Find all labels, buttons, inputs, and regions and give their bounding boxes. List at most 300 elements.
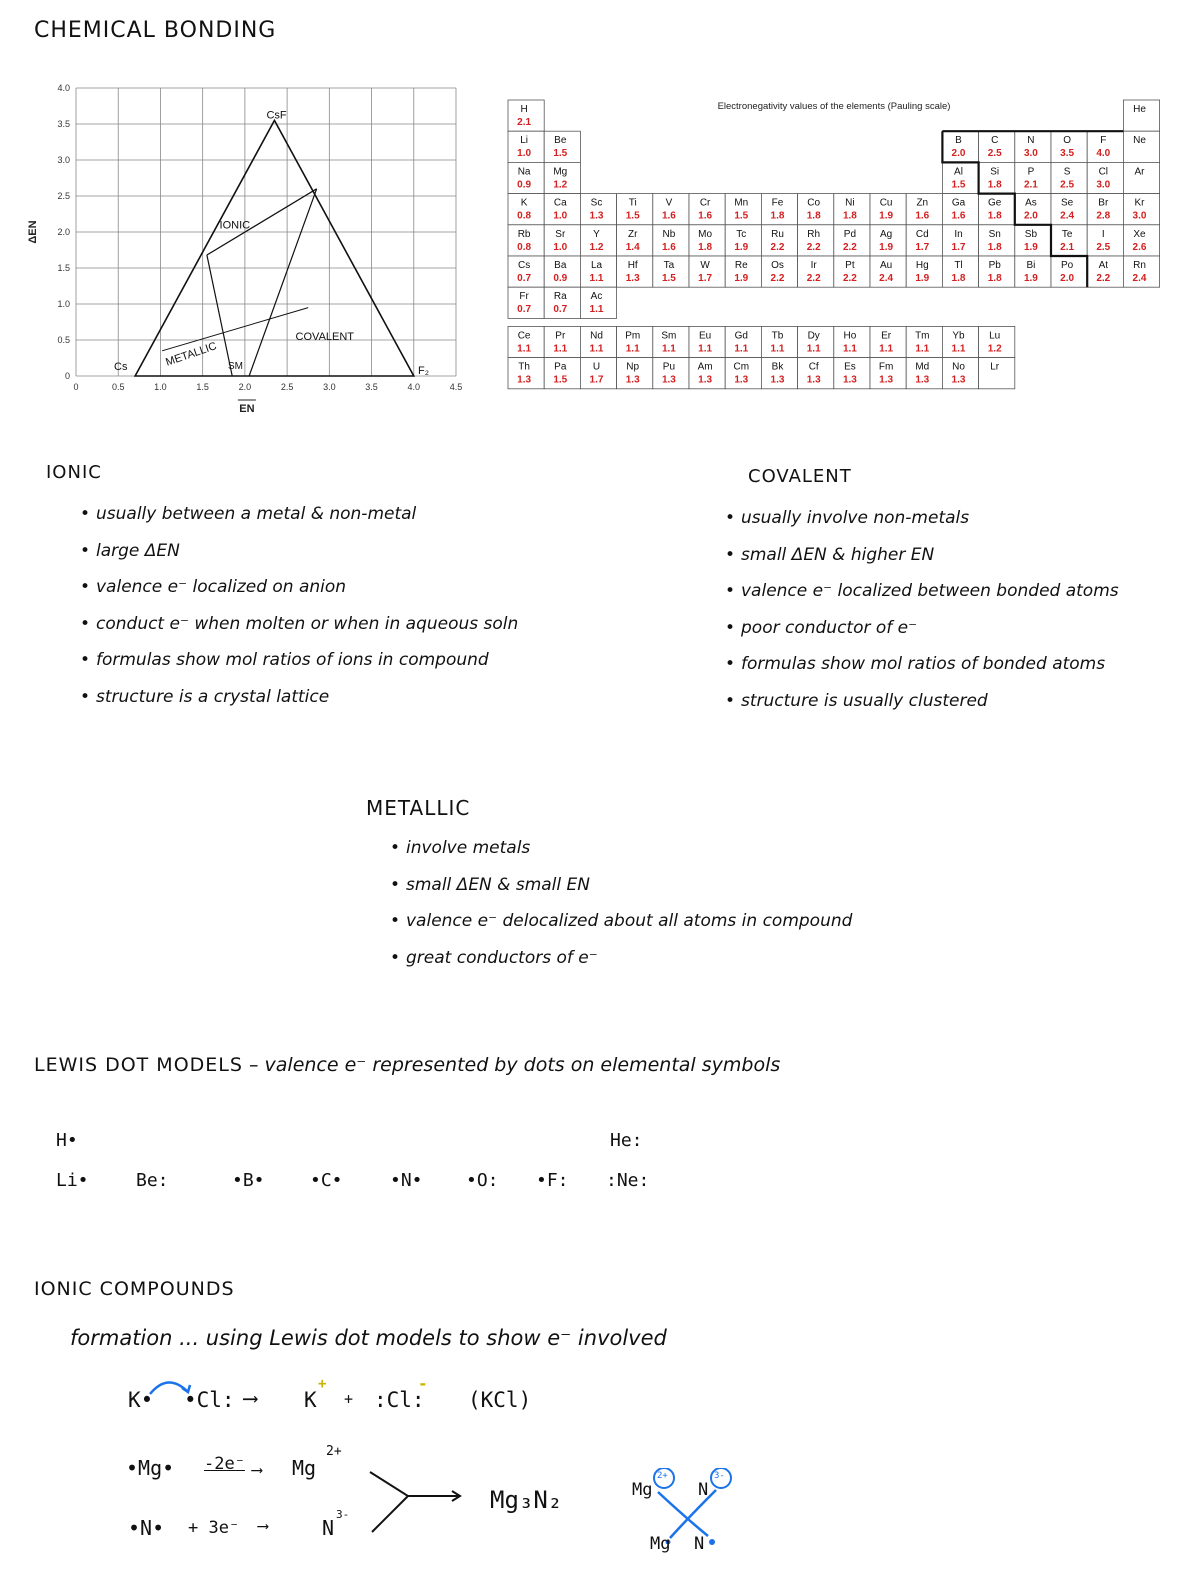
element-fr-symbol: Fr [519,291,529,303]
covalent-point-4: • poor conductor of e⁻ [725,610,1165,647]
element-ba-symbol: Ba [554,260,567,271]
element-ag-symbol: Ag [879,228,893,240]
element-nb-value: 1.6 [661,241,676,253]
element-cu-value: 1.9 [879,210,894,222]
element-sb-value: 1.9 [1023,241,1038,253]
element-si-value: 1.8 [987,179,1002,191]
element-cr-value: 1.6 [698,210,713,222]
element-na-symbol: Na [517,166,531,178]
diagram-n: N [698,1480,709,1500]
mg-n-diagram [626,1468,746,1568]
x-tick-label: 2.5 [280,382,294,392]
kcl-cl: •Cl: [184,1388,235,1412]
metallic-points [390,830,910,976]
page-title: CHEMICAL BONDING [34,18,277,43]
diagram-n2: N [694,1534,705,1554]
element-xe-symbol: Xe [1133,228,1146,240]
element-k-value: 0.8 [517,210,532,222]
element-cd-value: 1.7 [915,241,930,253]
element-ga-value: 1.6 [951,210,966,222]
element-am-symbol: Am [697,361,713,373]
element-ga-symbol: Ga [951,197,966,209]
element-at-value: 2.2 [1096,273,1111,284]
y-tick-label: 1.5 [57,263,70,273]
x-tick-label: 3.0 [323,382,336,392]
element-po-symbol: Po [1060,260,1074,271]
element-br-value: 2.8 [1096,210,1111,222]
lewis-header [34,1054,780,1076]
element-lr-symbol: Lr [990,361,1000,373]
covalent-points [725,500,1165,719]
element-th-symbol: Th [518,361,530,373]
element-sc-value: 1.3 [589,210,604,222]
element-rb-value: 0.8 [517,241,532,253]
element-w-value: 1.7 [698,273,713,284]
element-i-symbol: I [1101,228,1105,240]
element-zn-symbol: Zn [916,197,929,209]
element-ac-value: 1.1 [589,304,604,316]
metallic-point-1: • involve metals [390,830,910,867]
element-fe-value: 1.8 [770,210,785,222]
element-ta-symbol: Ta [663,260,675,271]
element-xe-value: 2.6 [1132,241,1147,253]
lewis-f: •F: [536,1170,569,1191]
element-no-value: 1.3 [951,374,966,386]
element-o-symbol: O [1063,135,1071,147]
element-tb-symbol: Tb [771,330,784,342]
lewis-heading: LEWIS DOT MODELS [34,1054,243,1076]
element-dy-value: 1.1 [806,343,821,355]
ionic-point-3: • valence e⁻ localized on anion [80,569,600,606]
element-hg-value: 1.9 [915,273,930,284]
mg-atom: •Mg• [126,1456,175,1480]
element-o-value: 3.5 [1060,148,1075,160]
element-bk-value: 1.3 [770,374,785,386]
element-b-symbol: B [955,135,962,147]
element-ho-value: 1.1 [842,343,857,355]
element-ru-value: 2.2 [770,241,785,253]
f2-label: F₂ [418,365,429,377]
element-mo-value: 1.8 [698,241,713,253]
element-nd-value: 1.1 [589,343,604,355]
element-fm-value: 1.3 [879,374,894,386]
element-md-symbol: Md [915,361,930,373]
element-tl-value: 1.8 [951,273,966,284]
element-b-value: 2.0 [951,148,966,160]
element-he-symbol: He [1133,104,1146,115]
element-kr-value: 3.0 [1132,210,1147,222]
element-ce-symbol: Ce [517,330,531,342]
combine-arrow [364,1468,474,1540]
y-tick-label: 3.0 [57,155,70,165]
metallic-point-4: • great conductors of e⁻ [390,940,910,977]
element-bi-symbol: Bi [1026,260,1036,271]
kcl-k-charge: + [318,1376,327,1392]
element-lu-value: 1.2 [987,343,1002,355]
element-u-value: 1.7 [589,374,604,386]
element-as-symbol: As [1025,197,1037,209]
element-er-symbol: Er [881,330,892,342]
kcl-cl-charge: - [418,1374,428,1393]
element-dy-symbol: Dy [807,330,820,342]
lewis-c: •C• [310,1170,343,1191]
element-br-symbol: Br [1098,197,1109,209]
element-n-symbol: N [1027,135,1035,147]
n-ion: N [322,1516,335,1540]
element-np-value: 1.3 [625,374,640,386]
element-eu-symbol: Eu [698,330,712,342]
n-arrow: ⟶ [258,1516,268,1535]
element-k-symbol: K [520,197,528,209]
element-w-symbol: W [700,260,710,271]
element-mn-symbol: Mn [734,197,749,209]
element-c-symbol: C [991,135,999,147]
element-gd-value: 1.1 [734,343,749,355]
covalent-point-2: • small ΔEN & higher EN [725,537,1165,574]
kcl-plus: + [344,1390,354,1408]
ionic-compounds-subtitle: formation ... using Lewis dot models to show e⁻ involved [70,1326,667,1350]
element-os-symbol: Os [771,260,784,271]
element-cl-symbol: Cl [1098,166,1109,178]
element-v-symbol: V [665,197,673,209]
element-n-value: 3.0 [1023,148,1038,160]
element-ce-value: 1.1 [517,343,532,355]
element-rh-symbol: Rh [807,228,821,240]
element-h-value: 2.1 [517,117,532,128]
kcl-cl-ion: :Cl: [374,1388,425,1412]
kcl-arrow: ⟶ [244,1386,257,1410]
element-ac-symbol: Ac [590,291,603,303]
element-yb-symbol: Yb [952,330,965,342]
sm-boundary [162,308,308,351]
lewis-b: •B• [232,1170,265,1191]
element-cm-value: 1.3 [734,374,749,386]
element-no-symbol: No [952,361,965,373]
element-os-value: 2.2 [770,273,785,284]
n-charge: 3- [336,1508,350,1521]
element-in-value: 1.7 [951,241,966,253]
element-te-symbol: Te [1061,228,1073,240]
element-fm-symbol: Fm [878,361,894,373]
diagram-mg-charge: 2+ [657,1471,668,1481]
element-te-value: 2.1 [1060,241,1075,253]
element-pu-symbol: Pu [662,361,676,373]
element-nb-symbol: Nb [662,228,676,240]
covalent-region-label: COVALENT [295,331,355,343]
element-ho-symbol: Ho [843,330,857,342]
element-am-value: 1.3 [698,374,713,386]
element-u-symbol: U [592,361,601,373]
element-rh-value: 2.2 [806,241,821,253]
element-mn-value: 1.5 [734,210,749,222]
element-pd-value: 2.2 [842,241,857,253]
element-s-symbol: S [1063,166,1071,178]
ionic-point-4: • conduct e⁻ when molten or when in aqueous soln [80,606,600,643]
element-at-symbol: At [1098,260,1109,271]
element-pb-value: 1.8 [987,273,1002,284]
kcl-formula: (KCl) [468,1388,532,1412]
element-cf-value: 1.3 [806,374,821,386]
element-ca-symbol: Ca [553,197,567,209]
element-zr-value: 1.4 [625,241,640,253]
element-al-value: 1.5 [951,179,966,191]
element-tl-symbol: Tl [954,260,963,271]
mg-loss: -2e⁻ [204,1454,245,1474]
covalent-point-1: • usually involve non-metals [725,500,1165,537]
element-s-value: 2.5 [1060,179,1075,191]
mg3n2-product: Mg₃N₂ [490,1486,563,1514]
element-pt-value: 2.2 [842,273,857,284]
covalent-heading: COVALENT [748,466,852,487]
lewis-be: Be: [136,1170,169,1191]
element-se-value: 2.4 [1060,210,1075,222]
mg3n2-reaction [126,1444,1126,1570]
element-pu-value: 1.3 [661,374,676,386]
element-yb-value: 1.1 [951,343,966,355]
element-co-symbol: Co [807,197,821,209]
y-tick-label: 2.0 [57,227,70,237]
n-gain: + 3e⁻ [188,1518,240,1538]
element-c-value: 2.5 [987,148,1002,160]
bonding-triangle-chart [20,78,470,423]
element-nd-symbol: Nd [590,330,603,342]
element-hf-value: 1.3 [625,273,640,284]
table-title: Electronegativity values of the elements (Pauling scale) [717,101,951,112]
electronegativity-table [507,97,1160,397]
element-ti-value: 1.5 [625,210,640,222]
element-ra-value: 0.7 [553,304,568,316]
element-li-value: 1.0 [517,148,532,160]
element-al-symbol: Al [954,166,963,178]
element-tc-value: 1.9 [734,241,749,253]
x-axis-label: EN [239,403,255,415]
element-hg-symbol: Hg [915,260,929,271]
element-rn-symbol: Rn [1133,260,1146,271]
kcl-reaction [128,1374,548,1428]
element-pa-value: 1.5 [553,374,568,386]
element-cf-symbol: Cf [808,361,819,373]
element-es-value: 1.3 [842,374,857,386]
element-in-symbol: In [954,228,963,240]
mg-charge: 2+ [326,1444,342,1459]
element-sm-value: 1.1 [661,343,676,355]
covalent-point-6: • structure is usually clustered [725,683,1165,720]
element-th-value: 1.3 [517,374,532,386]
x-tick-label: 1.0 [154,382,167,392]
element-ge-symbol: Ge [988,197,1002,209]
metallic-boundary [207,255,232,376]
x-tick-label: 4.0 [407,382,421,392]
element-ba-value: 0.9 [553,273,568,284]
covalent-point-3: • valence e⁻ localized between bonded atoms [725,573,1165,610]
x-tick-label: 4.5 [449,382,463,392]
metallic-heading: METALLIC [366,796,471,820]
element-fe-symbol: Fe [771,197,784,209]
metallic-point-3: • valence e⁻ delocalized about all atoms in compound [390,903,910,940]
y-axis-label: ΔEN [27,220,39,244]
element-ra-symbol: Ra [553,291,567,303]
element-ru-symbol: Ru [771,228,784,240]
element-md-value: 1.3 [915,374,930,386]
element-re-symbol: Re [734,260,748,271]
element-sm-symbol: Sm [661,330,677,342]
ionic-compounds-heading: IONIC COMPOUNDS [34,1278,235,1300]
kcl-k-ion: K [304,1388,317,1412]
x-tick-label: 0.5 [111,382,125,392]
element-re-value: 1.9 [734,273,749,284]
diagram-mg: Mg [632,1480,653,1500]
element-pt-symbol: Pt [845,260,855,271]
element-au-symbol: Au [879,260,893,271]
element-np-symbol: Np [626,361,640,373]
y-tick-label: 0 [64,371,70,381]
element-zn-value: 1.6 [915,210,930,222]
x-tick-label: 3.5 [365,382,378,392]
element-be-symbol: Be [554,135,567,147]
lewis-h: H• [56,1130,78,1151]
element-tm-symbol: Tm [915,330,930,342]
element-la-symbol: La [590,260,603,271]
element-li-symbol: Li [520,135,528,147]
element-es-symbol: Es [844,361,856,373]
sm-region-label: SM [228,360,243,372]
element-ge-value: 1.8 [987,210,1002,222]
diagram-n-charge: 3- [714,1471,725,1481]
x-tick-label: 1.5 [196,382,209,392]
lewis-n: •N• [390,1170,423,1191]
element-gd-symbol: Gd [734,330,748,342]
diagram-mg2: Mg [650,1534,671,1554]
element-se-symbol: Se [1060,197,1074,209]
covalent-point-5: • formulas show mol ratios of bonded atoms [725,646,1165,683]
ionic-region-label: IONIC [219,219,251,232]
element-hf-symbol: Hf [627,260,638,271]
element-y-symbol: Y [593,228,600,240]
element-ti-symbol: Ti [628,197,637,209]
ionic-points [80,496,600,715]
element-pr-symbol: Pr [555,330,566,342]
element-eu-value: 1.1 [698,343,713,355]
element-sc-symbol: Sc [590,197,603,209]
element-cs-symbol: Cs [517,260,531,271]
element-p-value: 2.1 [1023,179,1038,191]
element-h-symbol: H [520,104,528,115]
x-tick-label: 2.0 [238,382,252,392]
n-atom: •N• [128,1516,165,1540]
mg-arrow: ⟶ [252,1460,262,1479]
element-rn-value: 2.4 [1132,273,1147,284]
element-kr-symbol: Kr [1134,197,1145,209]
lewis-subtitle: – valence e⁻ represented by dots on elemental symbols [249,1054,781,1076]
element-ir-symbol: Ir [810,260,817,271]
element-au-value: 2.4 [879,273,894,284]
element-ne-symbol: Ne [1133,135,1146,147]
element-ni-symbol: Ni [845,197,855,209]
element-bk-symbol: Bk [771,361,784,373]
element-cl-value: 3.0 [1096,179,1111,191]
element-as-value: 2.0 [1023,210,1038,222]
element-ca-value: 1.0 [553,210,568,222]
element-pd-symbol: Pd [843,228,857,240]
element-tm-value: 1.1 [915,343,930,355]
element-ag-value: 1.9 [879,241,894,253]
element-sr-symbol: Sr [555,228,566,240]
element-er-value: 1.1 [879,343,894,355]
element-co-value: 1.8 [806,210,821,222]
lewis-li: Li• [56,1170,89,1191]
element-mo-symbol: Mo [698,228,713,240]
element-pm-symbol: Pm [625,330,641,342]
element-sn-value: 1.8 [987,241,1002,253]
element-cm-symbol: Cm [733,361,750,373]
element-ta-value: 1.5 [661,273,676,284]
element-lu-symbol: Lu [989,330,1001,342]
element-sb-symbol: Sb [1024,228,1038,240]
metallic-point-2: • small ΔEN & small EN [390,867,910,904]
cs-label: Cs [114,361,128,373]
element-ir-value: 2.2 [806,273,821,284]
element-be-value: 1.5 [553,148,568,160]
kcl-k: K• [128,1388,154,1412]
element-po-value: 2.0 [1060,273,1075,284]
lewis-ne: :Ne: [606,1170,650,1191]
y-tick-label: 3.5 [57,119,70,129]
y-tick-label: 2.5 [57,191,70,201]
element-zr-symbol: Zr [627,228,638,240]
element-y-value: 1.2 [589,241,604,253]
element-ni-value: 1.8 [842,210,857,222]
element-na-value: 0.9 [517,179,532,191]
element-pm-value: 1.1 [625,343,640,355]
metallic-region-label: METALLIC [164,340,219,369]
mg-ion: Mg [292,1456,317,1480]
element-cu-symbol: Cu [879,197,893,209]
element-tc-symbol: Tc [736,228,747,240]
element-pr-value: 1.1 [553,343,568,355]
element-pb-symbol: Pb [988,260,1001,271]
ionic-point-2: • large ΔEN [80,533,600,570]
ionic-point-1: • usually between a metal & non-metal [80,496,600,533]
element-v-value: 1.6 [661,210,676,222]
element-cd-symbol: Cd [915,228,929,240]
element-mg-symbol: Mg [553,166,568,178]
lewis-o: •O: [466,1170,499,1191]
csf-label: CsF [266,109,287,122]
element-mg-value: 1.2 [553,179,568,191]
element-sr-value: 1.0 [553,241,568,253]
lewis-he: He: [610,1130,643,1151]
element-si-symbol: Si [990,166,1000,178]
element-cr-symbol: Cr [699,197,711,209]
bonding-triangle [135,120,414,376]
element-la-value: 1.1 [589,273,604,284]
y-tick-label: 1.0 [57,299,70,309]
covalent-boundary [249,189,317,376]
element-i-value: 2.5 [1096,241,1111,253]
ionic-point-5: • formulas show mol ratios of ions in compound [80,642,600,679]
element-f-symbol: F [1100,135,1107,147]
element-bi-value: 1.9 [1023,273,1038,284]
element-fr-value: 0.7 [517,304,532,316]
element-sn-symbol: Sn [988,228,1001,240]
element-f-value: 4.0 [1096,148,1111,160]
ionic-point-6: • structure is a crystal lattice [80,679,600,716]
element-p-symbol: P [1027,166,1035,178]
y-tick-label: 4.0 [57,83,70,93]
x-tick-label: 0 [73,382,79,392]
element-tb-value: 1.1 [770,343,785,355]
element-cs-value: 0.7 [517,273,532,284]
